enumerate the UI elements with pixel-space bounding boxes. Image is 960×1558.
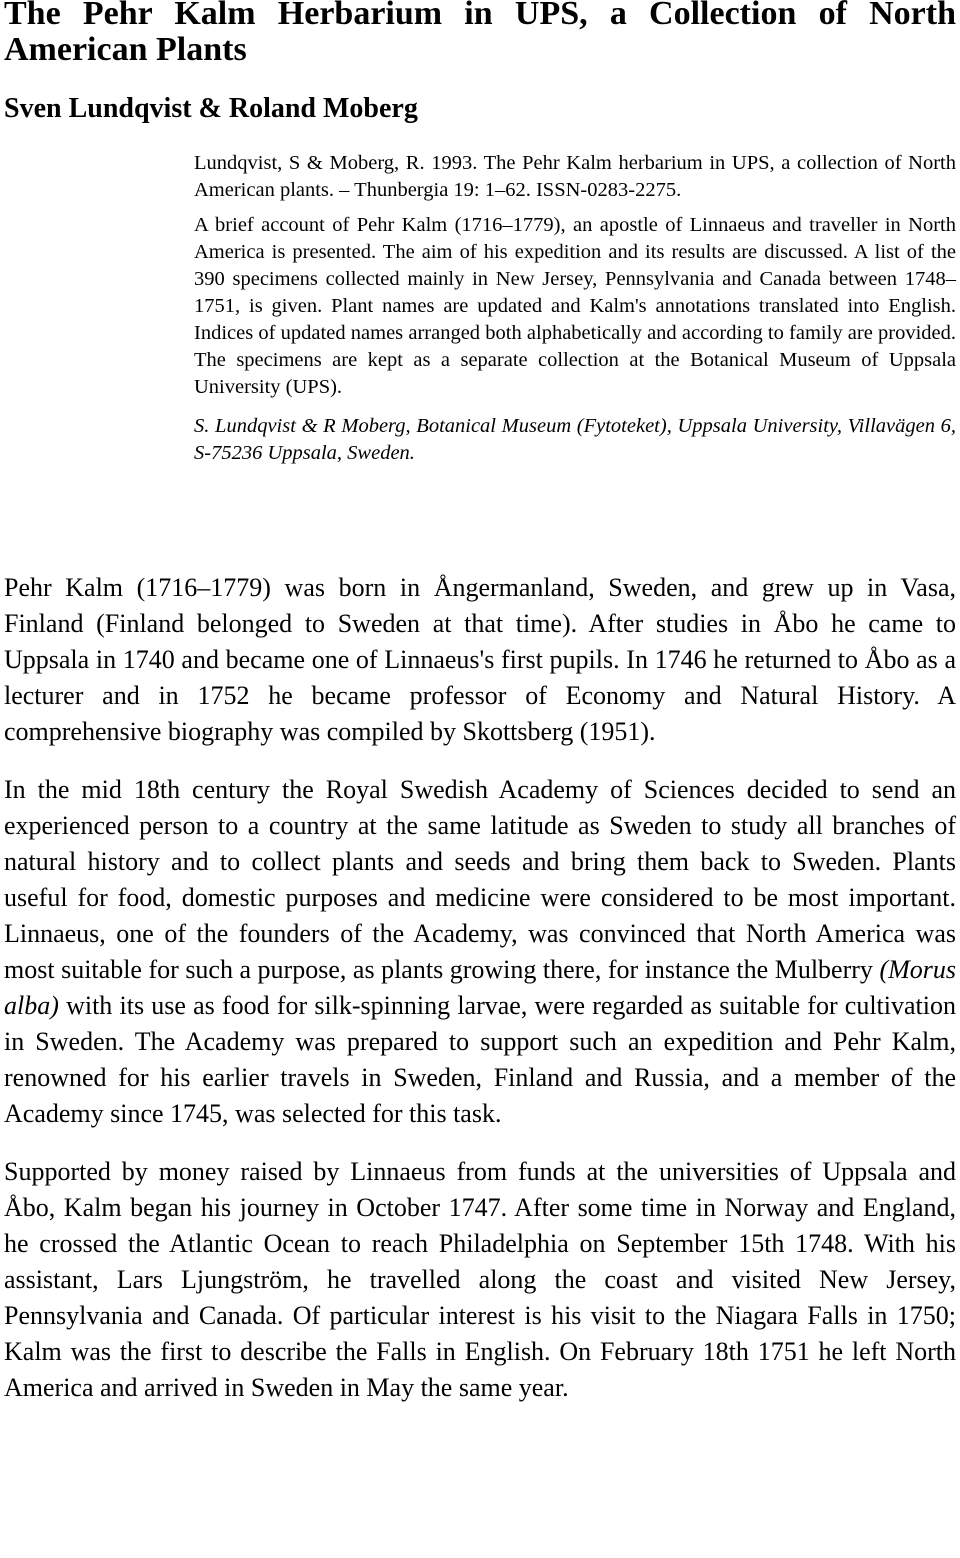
abstract-text: A brief account of Pehr Kalm (1716–1779), an apostle of Linnaeus and traveller in North America is presented. The aim of his expedition and its results are discussed. A list of the 390 specimens collected mainly in New Jersey, Pennsylvania and Canada between 1748–1751, is given. Plant names are updated and Kalm's annotations translated into English. Indices of updated names arranged both alphabetically and according to family are provided. The specimens are kept as a separate collection at the Botanical Museum of Uppsala University (UPS). [194, 214, 956, 398]
species-name: (Morus alba) [4, 955, 956, 1020]
body-paragraph-2 [4, 772, 956, 1132]
body-paragraph-3: Supported by money raised by Linnaeus from funds at the universities of Uppsala and Åbo, Kalm began his journey in October 1747. After some time in Norway and England, he crossed the Atlantic Ocean to reach Philadelphia on September 15th 1748. With his assistant, Lars Ljungström, he travelled along the coast and visited New Jersey, Pennsylvania and Canada. Of particular interest is his visit to the Niagara Falls in 1750; Kalm was the first to describe the Falls in English. On February 18th 1751 he left North America and arrived in Sweden in May the same year. [4, 1157, 956, 1402]
author-address: S. Lundqvist & R Moberg, Botanical Museum (Fytoteket), Uppsala University, Villavägen 6, S-75236 Uppsala, Sweden. [194, 415, 956, 464]
body-paragraph-1: Pehr Kalm (1716–1779) was born in Ångermanland, Sweden, and grew up in Vasa, Finland (Finland belonged to Sweden at that time). After studies in Åbo he came to Uppsala in 1740 and became one of Linnaeus's first pupils. In 1746 he returned to Åbo as a lecturer and in 1752 he became professor of Economy and Natural History. A comprehensive biography was compiled by Skottsberg (1951). [4, 573, 956, 746]
paper-authors: Sven Lundqvist & Roland Moberg [4, 93, 418, 124]
body-paragraph-2-end: with its use as food for silk-spinning larvae, were regarded as suitable for cultivation in Sweden. The Academy was prepared to support such an expedition and Pehr Kalm, renowned for his earlier travels in Sweden, Finland and Russia, and a member of the Academy since 1745, was selected for this task. [4, 991, 956, 1128]
body-text [4, 570, 956, 1428]
body-paragraph-2-start: In the mid 18th century the Royal Swedish Academy of Sciences decided to send an experienced person to a country at the same latitude as Sweden to study all branches of natural history and to collect plants and seeds and bring them back to Sweden. Plants useful for food, domestic purposes and medicine were considered to be most important. Linnaeus, one of the founders of the Academy, was convinced that North America was most suitable for such a purpose, as plants growing there, for instance the Mulberry [4, 775, 956, 984]
abstract-section [194, 150, 956, 467]
citation-reference: Lundqvist, S & Moberg, R. 1993. The Pehr Kalm herbarium in UPS, a collection of North American plants. – Thunbergia 19: 1–62. ISSN-0283-2275. [194, 152, 956, 201]
paper-title: The Pehr Kalm Herbarium in UPS, a Collection of North American Plants [4, 0, 956, 68]
